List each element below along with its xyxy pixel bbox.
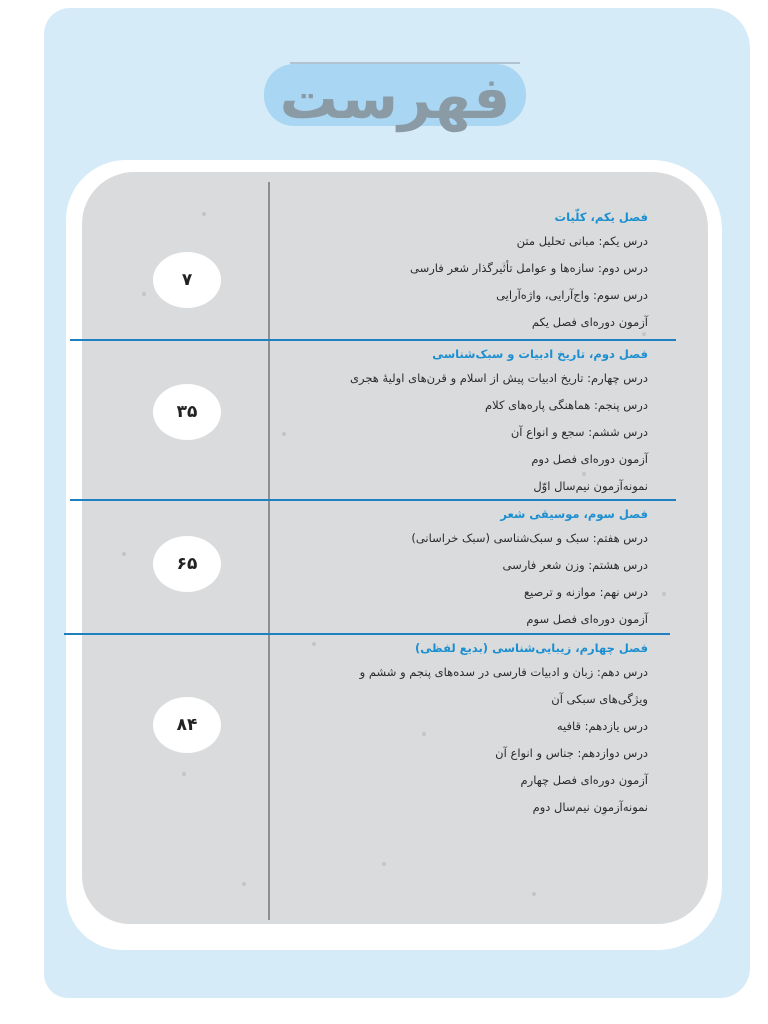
- toc-entry[interactable]: نمونه‌آزمون نیم‌سال اوّل: [533, 479, 648, 493]
- toc-entry[interactable]: درس دوم: سازه‌ها و عوامل تأثیرگذار شعر فارسی: [410, 261, 648, 275]
- toc-entry[interactable]: درس دوازدهم: جناس و انواع آن: [495, 746, 648, 760]
- toc-entry[interactable]: درس سوم: واج‌آرایی، واژه‌آرایی: [496, 288, 648, 302]
- toc-entry[interactable]: درس هفتم: سبک و سبک‌شناسی (سبک خراسانی): [411, 531, 648, 545]
- toc-entry[interactable]: درس چهارم: تاریخ ادبیات پیش از اسلام و قرن‌های اولیهٔ هجری: [350, 371, 648, 385]
- toc-entry[interactable]: درس پنجم: هماهنگی پاره‌های کلام: [485, 398, 648, 412]
- page-title: فهرست: [279, 64, 511, 132]
- chapter-2: [228, 343, 648, 500]
- section-divider-3: [64, 633, 670, 635]
- chapter-2-page-number: ۳۵: [153, 384, 221, 440]
- toc-entry[interactable]: درس هشتم: وزن شعر فارسی: [502, 558, 648, 572]
- toc-entry[interactable]: نمونه‌آزمون نیم‌سال دوم: [532, 800, 648, 814]
- chapter-4: [228, 637, 648, 821]
- toc-entry[interactable]: آزمون دوره‌ای فصل سوم: [526, 612, 648, 626]
- chapter-3: [228, 503, 648, 633]
- toc-entry[interactable]: آزمون دوره‌ای فصل یکم: [531, 315, 648, 329]
- toc-entry[interactable]: درس یکم: مبانی تحلیل متن: [516, 234, 648, 248]
- toc-entry[interactable]: درس دهم: زبان و ادبیات فارسی در سده‌های پنجم و ششم و: [359, 665, 648, 679]
- section-divider-1: [70, 339, 676, 341]
- chapter-1-title[interactable]: فصل یکم، کلّیات: [554, 210, 648, 224]
- chapter-4-page-number: ۸۴: [153, 697, 221, 753]
- chapter-3-title[interactable]: فصل سوم، موسیقی شعر: [500, 507, 648, 521]
- toc-entry[interactable]: درس ششم: سجع و انواع آن: [510, 425, 648, 439]
- toc-entry[interactable]: آزمون دوره‌ای فصل چهارم: [520, 773, 648, 787]
- chapter-1-page-number: ۷: [153, 252, 221, 308]
- chapter-4-title[interactable]: فصل چهارم، زیبایی‌شناسی (بدیع لفظی): [414, 641, 648, 655]
- toc-entry[interactable]: ویژگی‌های سبکی آن: [551, 692, 648, 706]
- chapter-1: [228, 206, 648, 336]
- chapter-3-page-number: ۶۵: [153, 536, 221, 592]
- chapter-2-title[interactable]: فصل دوم، تاریخ ادبیات و سبک‌شناسی: [432, 347, 648, 361]
- toc-entry[interactable]: درس نهم: موازنه و ترصیع: [523, 585, 648, 599]
- toc-entry[interactable]: درس یازدهم: قافیه: [556, 719, 648, 733]
- toc-entry[interactable]: آزمون دوره‌ای فصل دوم: [531, 452, 648, 466]
